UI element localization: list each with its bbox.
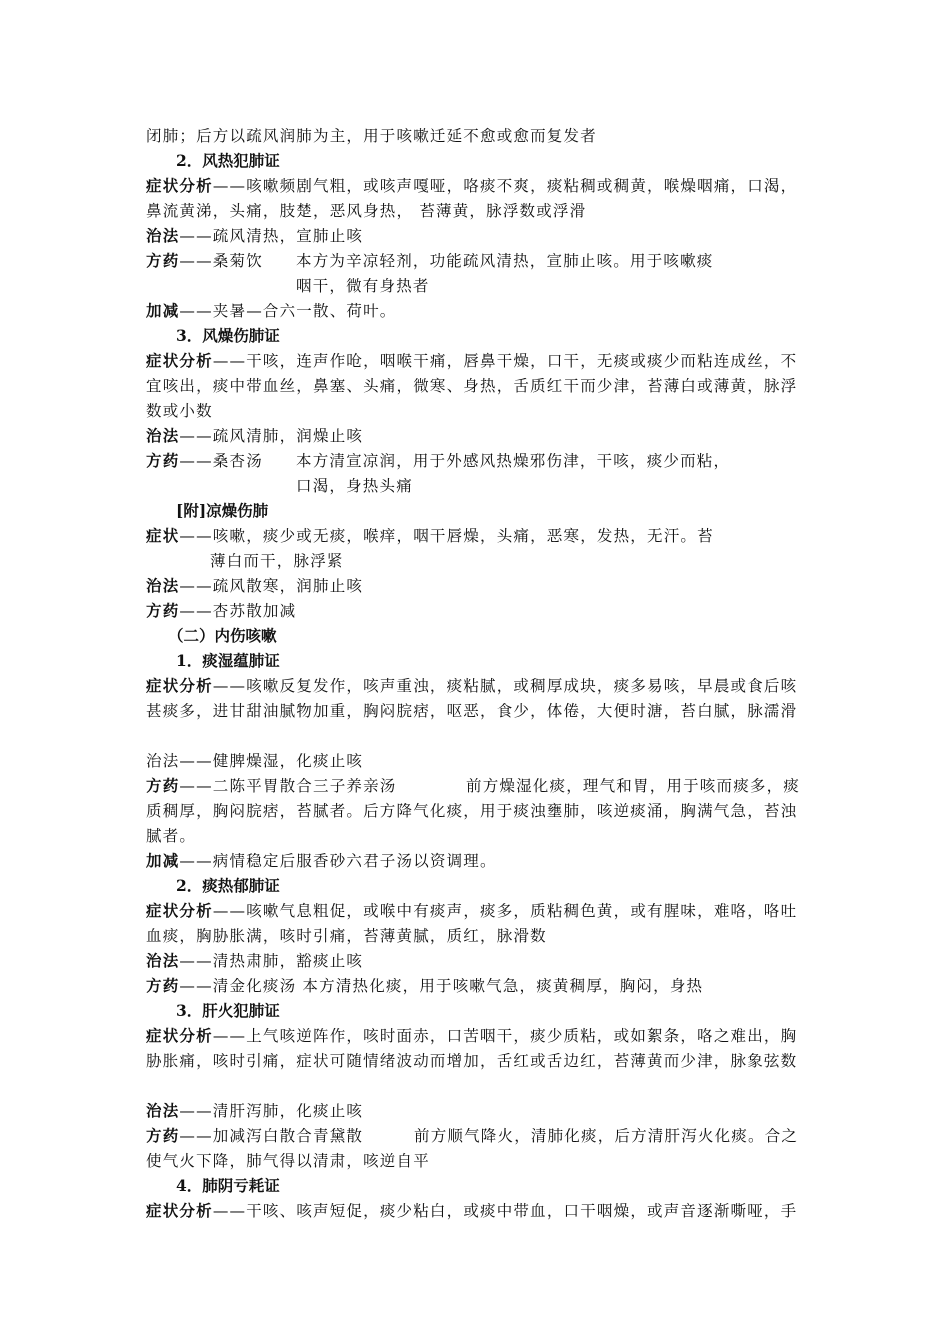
text-line: 数或小数 (146, 402, 213, 420)
text-line: 加减——病情稳定后服香砂六君子汤以资调理。 (146, 851, 497, 870)
text-line: 方药——清金化痰汤 本方清热化痰，用于咳嗽气急，痰黄稠厚，胸闷，身热 (146, 976, 704, 995)
text-line: 治法——清肝泻肺，化痰止咳 (146, 1101, 364, 1120)
text-line: 症状分析——咳嗽反复发作，咳声重浊，痰粘腻，或稠厚成块，痰多易咳，早晨或食后咳 (146, 676, 798, 695)
text-line: 胁胀痛，咳时引痛，症状可随情绪波动而增加，舌红或舌边红，苔薄黄而少津，脉象弦数 (146, 1052, 798, 1070)
section-heading: 4．肺阴亏耗证 (176, 1176, 280, 1195)
section-heading: [附]凉燥伤肺 (176, 501, 269, 520)
text-line: 方药——加减泻白散合青黛散 (146, 1126, 364, 1145)
text-line: 治法——健脾燥湿，化痰止咳 (146, 752, 364, 770)
text-line: 症状——咳嗽，痰少或无痰，喉痒，咽干唇燥，头痛，恶寒，发热，无汗。苔 (146, 526, 714, 545)
text-line: 方药——桑菊饮 (146, 251, 263, 270)
text-line: 本方清宣凉润，用于外感风热燥邪伤津，干咳，痰少而粘， (296, 452, 731, 470)
text-line: 血痰，胸胁胀满，咳时引痛，苔薄黄腻，质红，脉滑数 (146, 927, 547, 945)
text-line: 方药——杏苏散加减 (146, 601, 297, 620)
text-line: 治法——清热肃肺，豁痰止咳 (146, 951, 364, 970)
text-line: 甚痰多，进甘甜油腻物加重，胸闷脘痞，呕恶，食少，体倦，大便时溏，苔白腻，脉濡滑 (146, 702, 798, 720)
text-line: 治法——疏风清肺，润燥止咳 (146, 426, 364, 445)
text-line: 薄白而干，脉浮紧 (210, 552, 344, 570)
section-heading: （二）内伤咳嗽 (168, 626, 277, 645)
text-line: 症状分析——上气咳逆阵作，咳时面赤，口苦咽干，痰少质粘，或如絮条，咯之难出，胸 (146, 1026, 798, 1045)
text-line: 治法——疏风清热，宣肺止咳 (146, 226, 364, 245)
section-heading: 3．风燥伤肺证 (176, 326, 280, 345)
section-heading: 2．风热犯肺证 (176, 151, 280, 170)
text-line: 使气火下降，肺气得以清肃，咳逆自平 (146, 1152, 430, 1170)
text-line: 症状分析——干咳，连声作呛，咽喉干痛，唇鼻干燥，口干，无痰或痰少而粘连成丝，不 (146, 351, 798, 370)
section-heading: 3．肝火犯肺证 (176, 1001, 280, 1020)
text-line: 咽干，微有身热者 (296, 277, 430, 295)
text-line: 方药——二陈平胃散合三子养亲汤 (146, 776, 397, 795)
text-line: 口渴，身热头痛 (296, 477, 413, 495)
text-line: 症状分析——咳嗽气息粗促，或喉中有痰声，痰多，质粘稠色黄，或有腥味，难咯，咯吐 (146, 901, 798, 920)
section-heading: 2．痰热郁肺证 (176, 876, 280, 895)
text-line: 治法——疏风散寒，润肺止咳 (146, 576, 364, 595)
text-line: 腻者。 (146, 827, 197, 845)
text-line: 闭肺；后方以疏风润肺为主，用于咳嗽迁延不愈或愈而复发者 (146, 127, 597, 145)
section-heading: 1．痰湿蕴肺证 (176, 651, 280, 670)
text-line: 方药——桑杏汤 (146, 451, 263, 470)
text-line: 前方燥湿化痰，理气和胃，用于咳而痰多，痰 (466, 777, 801, 795)
text-line: 本方为辛凉轻剂，功能疏风清热，宣肺止咳。用于咳嗽痰 (296, 252, 714, 270)
text-line: 鼻流黄涕，头痛，肢楚，恶风身热， 苔薄黄，脉浮数或浮滑 (146, 202, 587, 220)
text-line: 加减——夹暑—合六一散、荷叶。 (146, 301, 397, 320)
text-line: 症状分析——干咳、咳声短促，痰少粘白，或痰中带血，口干咽燥，或声音逐渐嘶哑，手 (146, 1201, 798, 1220)
text-line: 宜咳出，痰中带血丝，鼻塞、头痛，微寒、身热，舌质红干而少津，苔薄白或薄黄，脉浮 (146, 377, 798, 395)
text-line: 症状分析——咳嗽频剧气粗，或咳声嘎哑，咯痰不爽，痰粘稠或稠黄，喉燥咽痛，口渴， (146, 176, 798, 195)
text-line: 质稠厚，胸闷脘痞，苔腻者。后方降气化痰，用于痰浊壅肺，咳逆痰涌，胸满气急，苔浊 (146, 802, 798, 820)
text-line: 前方顺气降火，清肺化痰，后方清肝泻火化痰。合之 (414, 1127, 799, 1145)
